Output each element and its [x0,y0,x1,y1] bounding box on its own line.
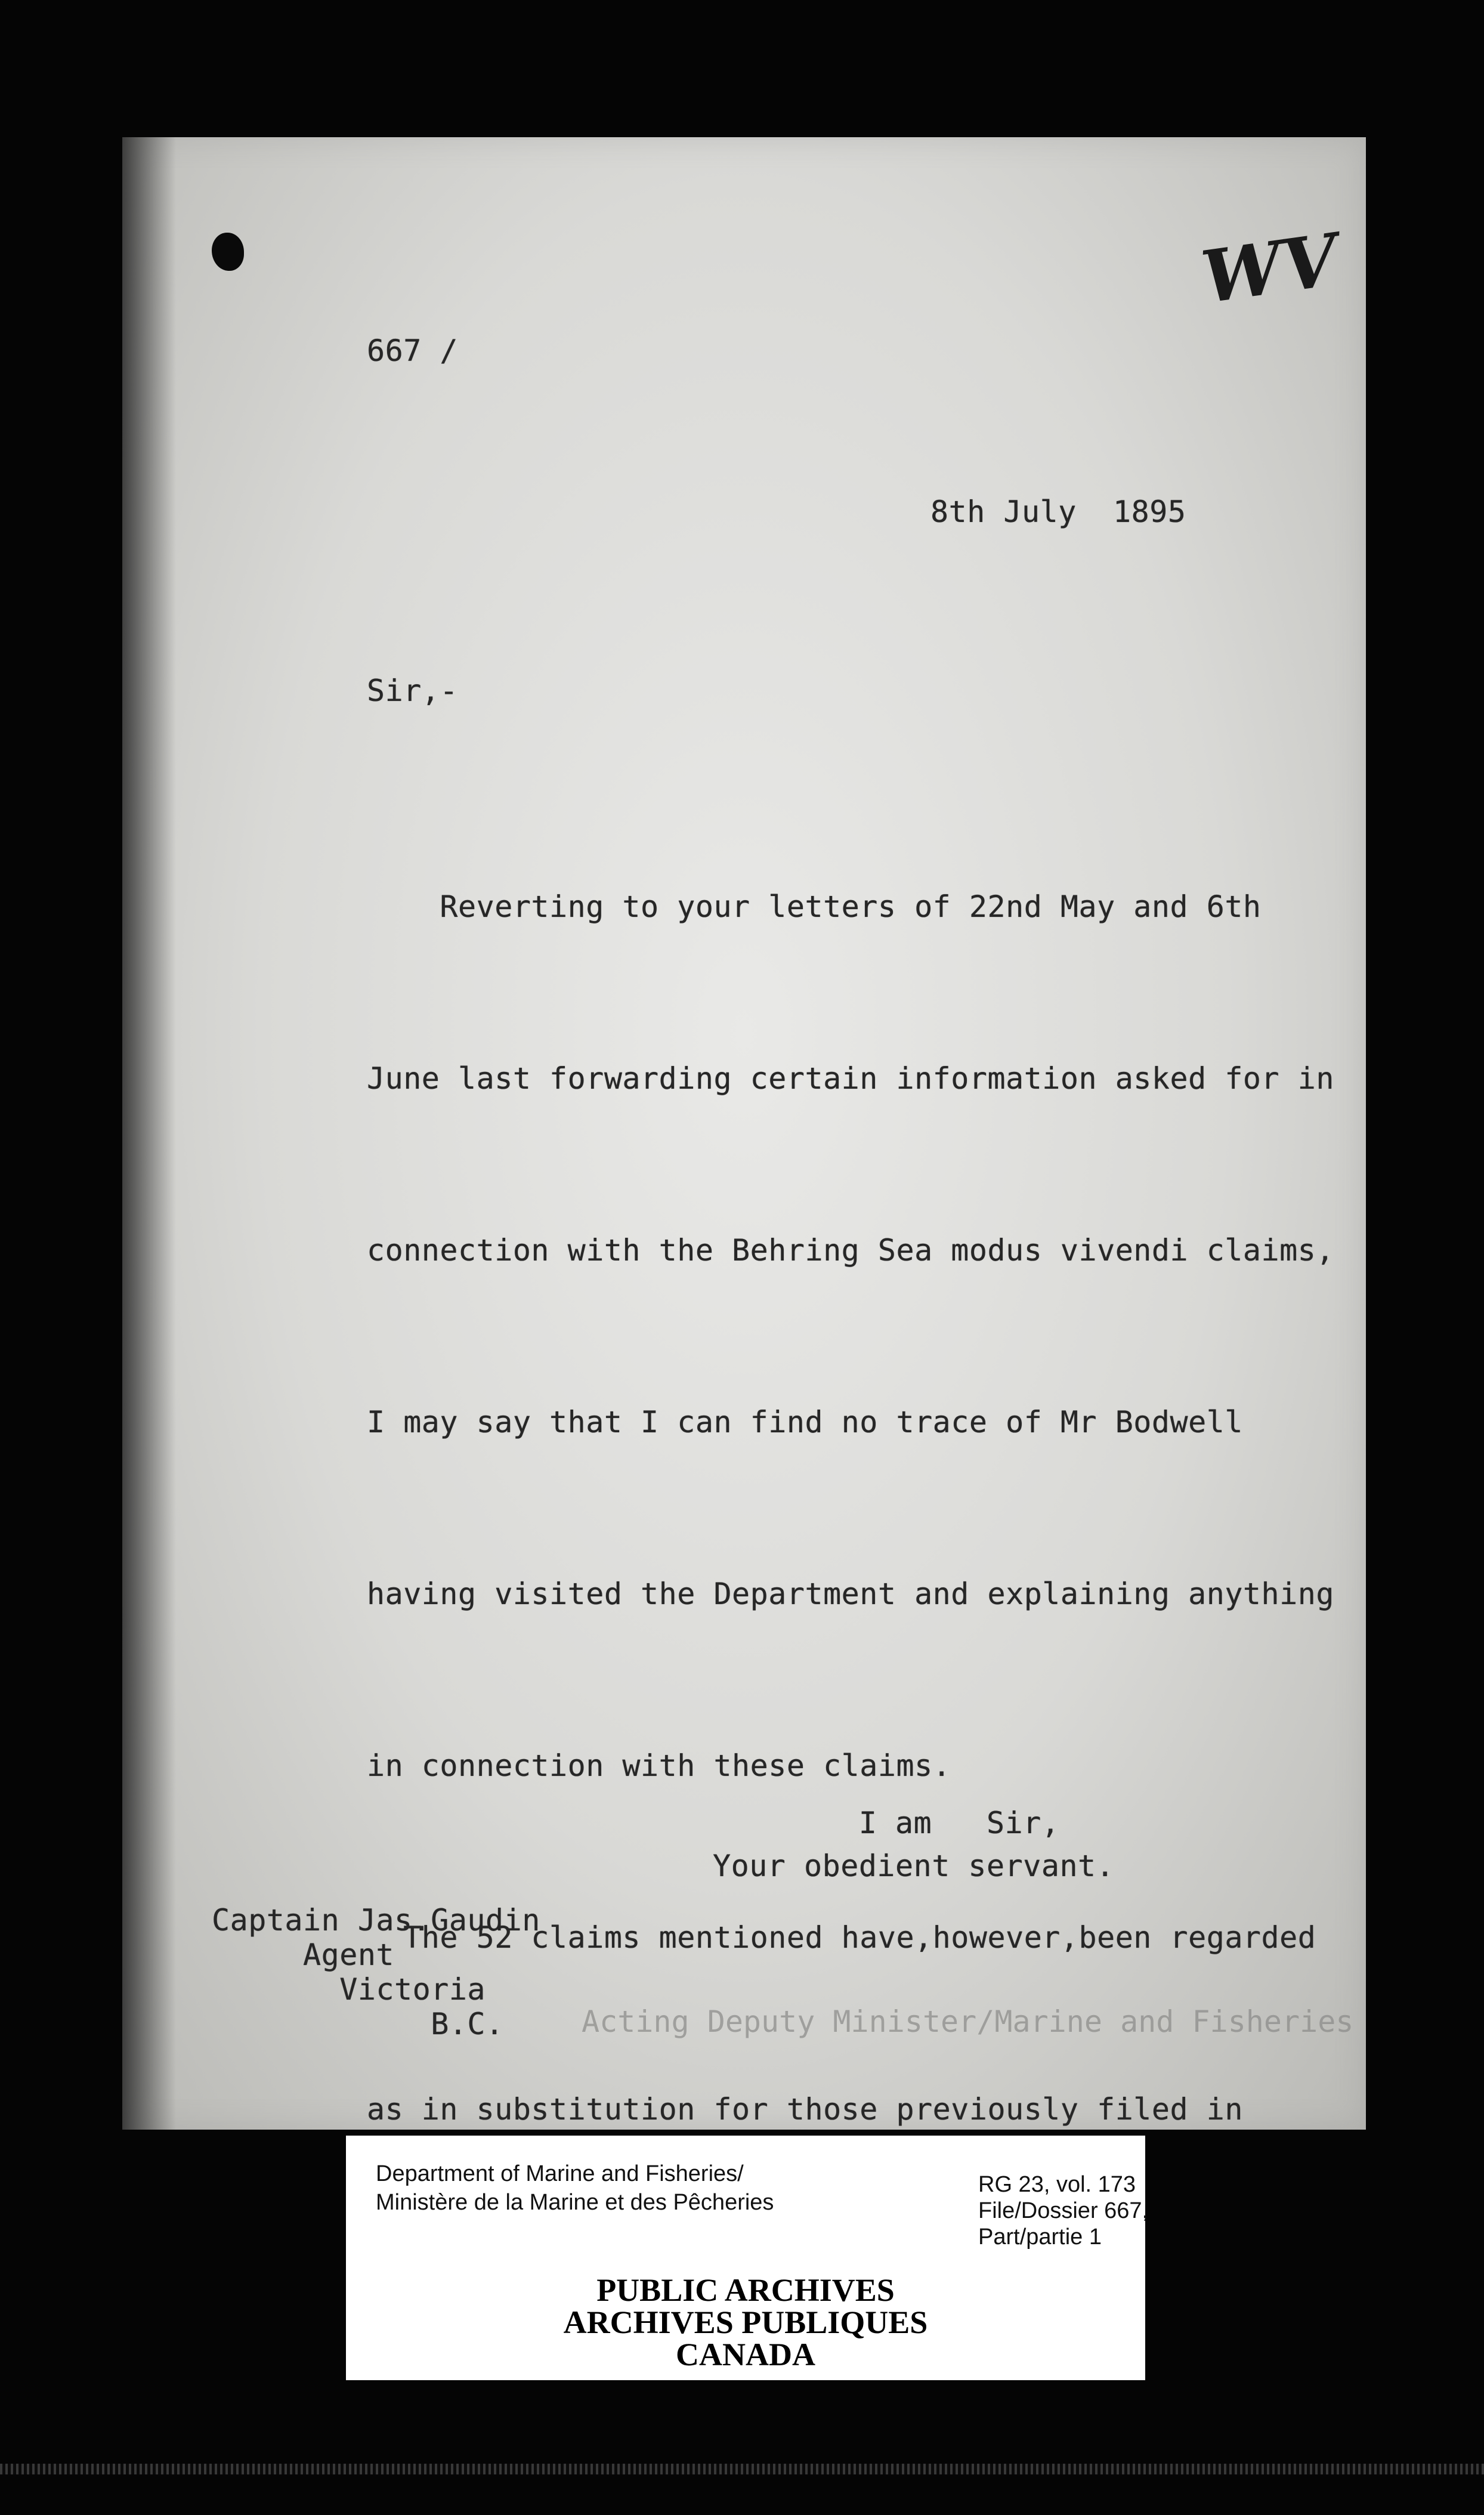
body-line: in connection with these claims. [367,1748,951,1783]
body-line: I may say that I can find no trace of Mr Bodwell [367,1405,1243,1439]
body-line: Reverting to your letters of 22nd May and 6th [367,889,1262,924]
punch-hole [212,233,244,271]
file-number: 667 / [367,333,459,368]
salutation: Sir,- [367,673,459,708]
body-line: connection with the Behring Sea modus vivendi claims, [367,1233,1334,1268]
file-reference: RG 23, vol. 173 File/Dossier 667, Part/partie 1 [978,2172,1149,2250]
film-edge [0,2464,1484,2474]
archives-line: CANADA [676,2337,815,2372]
archives-line: PUBLIC ARCHIVES [596,2272,895,2308]
body-line: June last forwarding certain information asked for in [367,1061,1334,1096]
letter-date: 8th July 1895 [930,495,1186,529]
archives-stamp [346,2274,1145,2371]
archives-line: ARCHIVES PUBLIQUES [563,2304,928,2340]
page-shadow [122,137,176,2130]
body-line: as in substitution for those previously filed in [367,2092,1243,2127]
handwritten-mark: WV [1197,217,1343,320]
body-line: The 52 claims mentioned have,however,been regarded [367,1920,1316,1955]
addressee: Captain Jas.Gaudin Agent Victoria B.C. [212,1903,540,2041]
letter-page [122,137,1366,2130]
department-name: Department of Marine and Fisheries/ Ministère de la Marine et des Pêcheries [376,2161,774,2215]
signature-line: Acting Deputy Minister/Marine and Fisheries [582,2004,1354,2039]
body-line: having visited the Department and explaining anything [367,1577,1334,1611]
archive-label [346,2136,1149,2380]
closing: I am Sir, Your obedient servant. [713,1806,1115,1883]
